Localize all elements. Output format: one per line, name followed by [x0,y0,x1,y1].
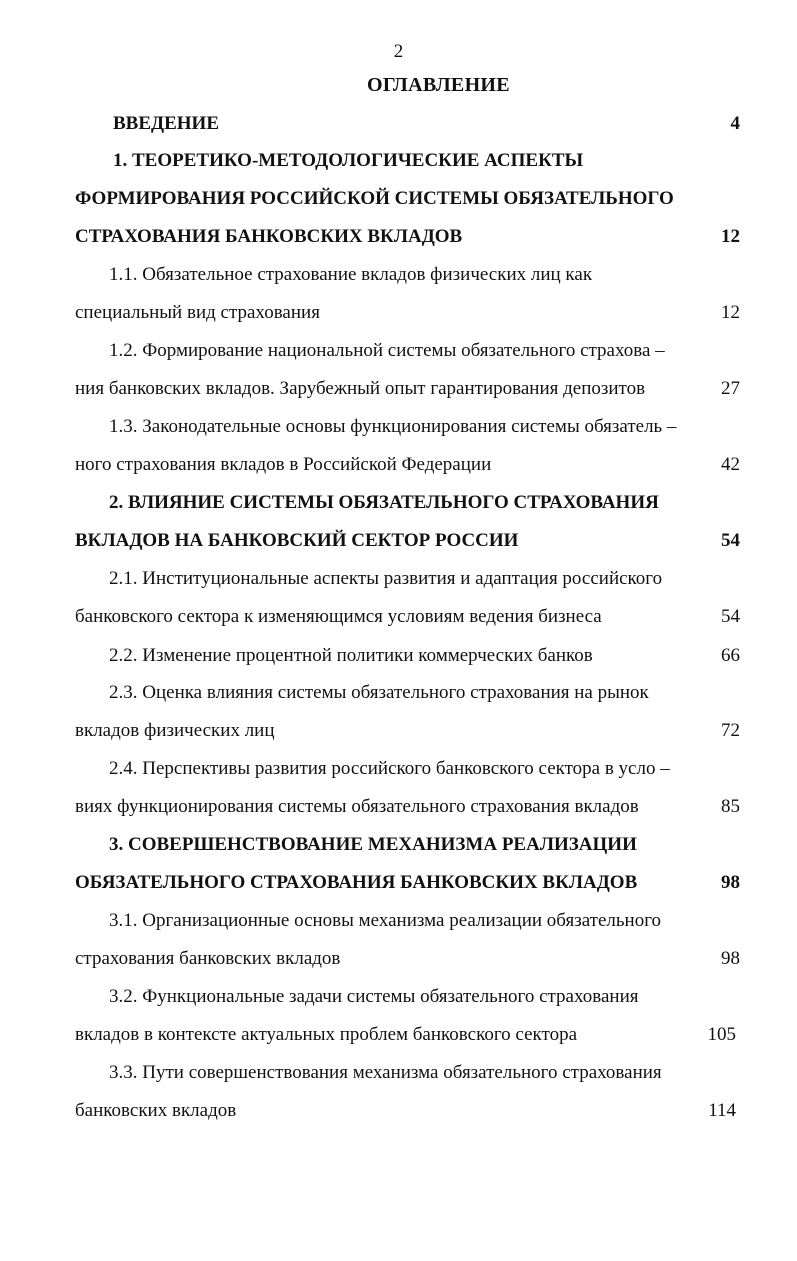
toc-section-title: 3.3. Пути совершенствования механизма обязательного страхования [109,1062,662,1083]
toc-entry-label: ВВЕДЕНИЕ [113,113,219,134]
toc-chapter-title: ВКЛАДОВ НА БАНКОВСКИЙ СЕКТОР РОССИИ [75,530,519,551]
toc-page-number: 85 [721,796,740,817]
toc-page-number: 12 [721,302,740,323]
toc-section-2-3-line-1 [75,682,740,710]
toc-section-title: 1.2. Формирование национальной системы обязательного страхова – [109,340,665,361]
toc-chapter-1-line-2 [75,188,740,216]
toc-entry-introduction [75,113,740,141]
toc-section-title: банковских вкладов [75,1100,237,1121]
toc-chapter-title: 2. ВЛИЯНИЕ СИСТЕМЫ ОБЯЗАТЕЛЬНОГО СТРАХОВАНИЯ [109,492,659,513]
toc-section-3-1-line-2 [75,948,740,976]
toc-section-3-3-line-2 [75,1100,740,1128]
toc-section-title: страхования банковских вкладов [75,948,341,969]
toc-page-number: 54 [721,606,740,627]
toc-section-title: ния банковских вкладов. Зарубежный опыт гарантирования депозитов [75,378,646,399]
toc-section-3-2-line-1 [75,986,740,1014]
toc-chapter-1-line-1 [75,150,740,178]
toc-chapter-2-line-2 [75,530,740,558]
toc-chapter-3-line-1 [75,834,740,862]
toc-page-number: 66 [721,645,740,666]
toc-page-number: 42 [721,454,740,475]
toc-chapter-2-line-1 [75,492,740,520]
toc-section-title: 1.3. Законодательные основы функционирования системы обязатель – [109,416,677,437]
toc-chapter-title: ФОРМИРОВАНИЯ РОССИЙСКОЙ СИСТЕМЫ ОБЯЗАТЕЛЬНОГО [75,188,674,209]
toc-page-number: 4 [730,113,740,134]
toc-section-3-3-line-1 [75,1062,740,1090]
toc-section-title: вкладов физических лиц [75,720,275,741]
toc-section-title: 2.4. Перспективы развития российского банковского сектора в усло – [109,758,670,779]
toc-section-title: 2.3. Оценка влияния системы обязательного страхования на рынок [109,682,649,703]
toc-section-1-1-line-2 [75,302,740,330]
toc-chapter-1-line-3 [75,226,740,254]
toc-page-number: 54 [721,530,740,551]
toc-section-2-3-line-2 [75,720,740,748]
toc-page-number: 27 [721,378,740,399]
toc-chapter-3-line-2 [75,872,740,900]
toc-chapter-title: 3. СОВЕРШЕНСТВОВАНИЕ МЕХАНИЗМА РЕАЛИЗАЦИИ [109,834,637,855]
toc-section-2-1-line-2 [75,606,740,634]
toc-section-1-3-line-1 [75,416,740,444]
toc-chapter-title: ОБЯЗАТЕЛЬНОГО СТРАХОВАНИЯ БАНКОВСКИХ ВКЛАДОВ [75,872,638,893]
toc-section-title: виях функционирования системы обязательного страхования вкладов [75,796,639,817]
toc-section-1-2-line-1 [75,340,740,368]
toc-page-number: 105 [707,1024,736,1045]
toc-chapter-title: 1. ТЕОРЕТИКО-МЕТОДОЛОГИЧЕСКИЕ АСПЕКТЫ [113,150,584,171]
toc-section-title: 3.1. Организационные основы механизма реализации обязательного [109,910,662,931]
toc-section-3-2-line-2 [75,1024,740,1052]
toc-section-title: банковского сектора к изменяющимся условиям ведения бизнеса [75,606,602,627]
toc-section-2-4-line-1 [75,758,740,786]
toc-page-number: 98 [721,948,740,969]
toc-section-title: 3.2. Функциональные задачи системы обязательного страхования [109,986,639,1007]
toc-section-title: ного страхования вкладов в Российской Федерации [75,454,492,475]
toc-section-title: специальный вид страхования [75,302,320,323]
page-number: 2 [393,41,404,62]
toc-page-number: 72 [721,720,740,741]
toc-section-2-4-line-2 [75,796,740,824]
toc-page-number: 12 [721,226,740,247]
toc-section-title: 2.1. Институциональные аспекты развития и адаптация российского [109,568,663,589]
toc-section-2-1-line-1 [75,568,740,596]
toc-section-title: вкладов в контексте актуальных проблем банковского сектора [75,1024,577,1045]
toc-page-number: 98 [721,872,740,893]
toc-section-title: 1.1. Обязательное страхование вкладов физических лиц как [109,264,593,285]
toc-chapter-title: СТРАХОВАНИЯ БАНКОВСКИХ ВКЛАДОВ [75,226,463,247]
toc-section-3-1-line-1 [75,910,740,938]
toc-section-2-2-line-1 [75,645,740,673]
toc-section-1-2-line-2 [75,378,740,406]
toc-page-number: 114 [708,1100,736,1121]
toc-section-1-3-line-2 [75,454,740,482]
toc-section-1-1-line-1 [75,264,740,292]
toc-section-title: 2.2. Изменение процентной политики коммерческих банков [109,645,593,666]
page-title: ОГЛАВЛЕНИЕ [367,74,510,96]
